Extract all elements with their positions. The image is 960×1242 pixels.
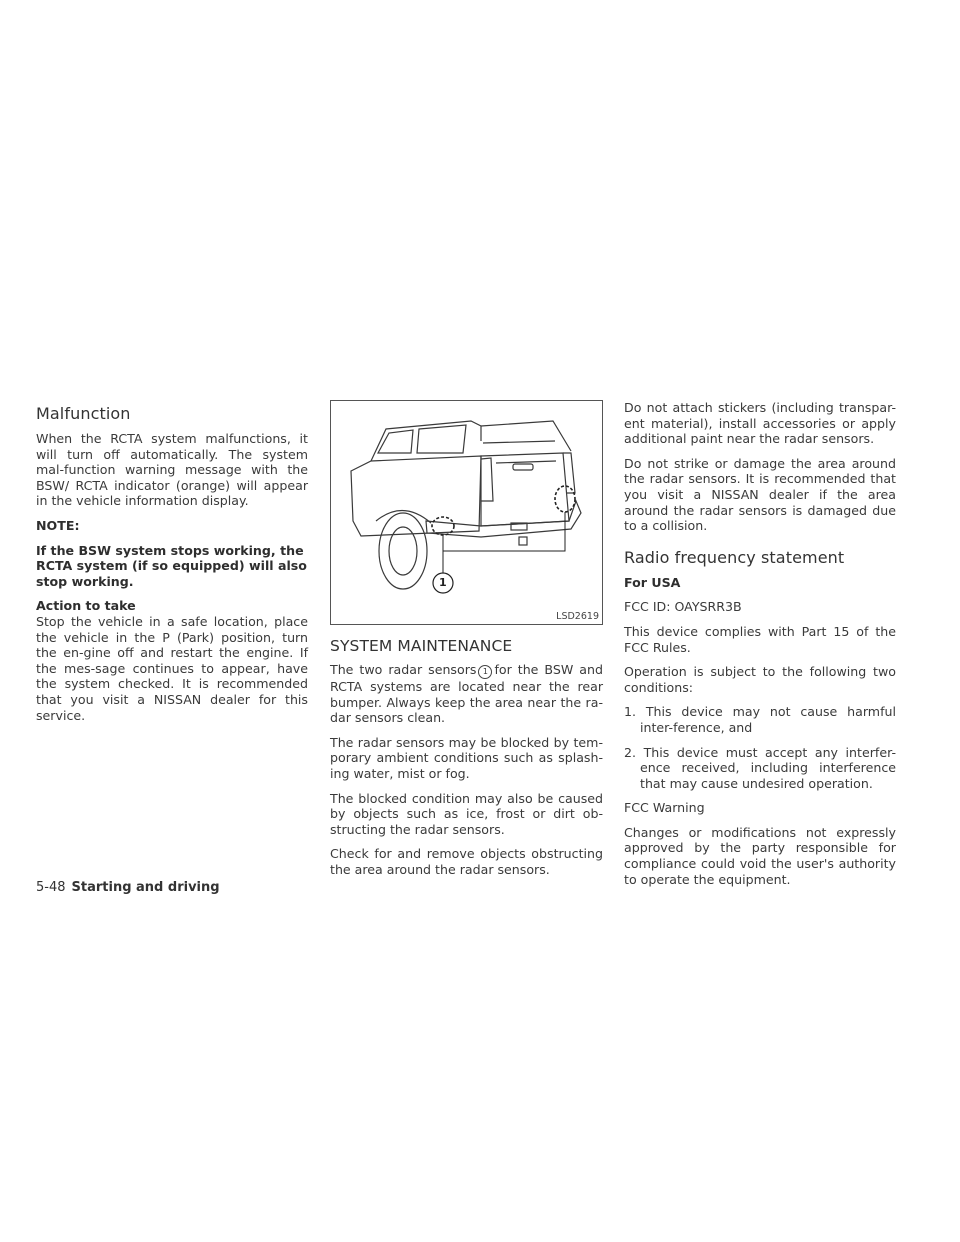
maintenance-paragraph-3: The blocked condition may also be caused by objects such as ice, frost or dirt ob-structing the radar sensors. bbox=[330, 790, 603, 837]
figure-code: LSD2619 bbox=[556, 611, 599, 622]
condition-1: 1. This device may not cause harmful inter-ference, and bbox=[624, 704, 896, 735]
condition-2: 2. This device must accept any interfer-ence received, including interference that may cause undesired operation. bbox=[624, 744, 896, 791]
fcc-compliance-paragraph: This device complies with Part 15 of the FCC Rules. bbox=[624, 623, 896, 655]
right-column bbox=[624, 400, 896, 896]
middle-column bbox=[330, 400, 603, 887]
fcc-id: FCC ID: OAYSRR3B bbox=[624, 599, 742, 615]
maintenance-paragraph-4: Check for and remove objects obstructing the area around the radar sensors. bbox=[330, 846, 603, 877]
callout-marker-icon: 1 bbox=[478, 665, 492, 679]
stickers-paragraph: Do not attach stickers (including transpar-ent material), install accessories or apply additional paint near the radar sensors. bbox=[624, 400, 896, 447]
page-number: 5-48 bbox=[36, 880, 66, 895]
action-text: Stop the vehicle in a safe location, place the vehicle in the P (Park) position, turn the en-gine off and restart the engine. If the mes-sage continues to appear, have the system checked. It is recommended that you visit a NISSAN dealer for this service. bbox=[36, 613, 308, 723]
note-text: If the BSW system stops working, the RCTA system (if so equipped) will also stop working. bbox=[36, 542, 307, 589]
fcc-warning-label: FCC Warning bbox=[624, 800, 705, 816]
conditions-paragraph: Operation is subject to the following two conditions: bbox=[624, 664, 896, 695]
left-column bbox=[36, 400, 308, 732]
radio-frequency-heading: Radio frequency statement bbox=[624, 547, 845, 567]
truck-rear-illustration bbox=[330, 400, 603, 625]
note-label: NOTE: bbox=[36, 517, 80, 533]
page-footer bbox=[36, 880, 220, 895]
p1-text-after: for the BSW and RCTA systems are located near the rear bumper. Always keep the area near the ra-dar sensors clean. bbox=[330, 662, 603, 726]
fcc-warning-paragraph: Changes or modifications not expressly approved by the party responsible for compliance could void the user's authority to operate the equipment. bbox=[624, 824, 896, 887]
truck-rear-drawing bbox=[331, 401, 602, 624]
system-maintenance-heading: SYSTEM MAINTENANCE bbox=[330, 637, 513, 655]
malfunction-paragraph: When the RCTA system malfunctions, it will turn off automatically. The system mal-function warning message with the BSW/ RCTA indicator (orange) will appear in the vehicle information display. bbox=[36, 431, 308, 509]
maintenance-paragraph-1 bbox=[330, 662, 603, 726]
damage-paragraph: Do not strike or damage the area around the radar sensors. It is recommended that you visit a NISSAN dealer if the area around the radar sensors is damaged due to a collision. bbox=[624, 455, 896, 534]
for-usa-label: For USA bbox=[624, 574, 681, 590]
maintenance-paragraph-2: The radar sensors may be blocked by tem-porary ambient conditions such as splash-ing water, mist or fog. bbox=[330, 734, 603, 781]
action-label: Action to take bbox=[36, 598, 136, 614]
malfunction-heading: Malfunction bbox=[36, 404, 131, 423]
callout-number: 1 bbox=[439, 576, 447, 589]
p1-text-before: The two radar sensors bbox=[330, 662, 477, 677]
section-title: Starting and driving bbox=[71, 880, 220, 895]
